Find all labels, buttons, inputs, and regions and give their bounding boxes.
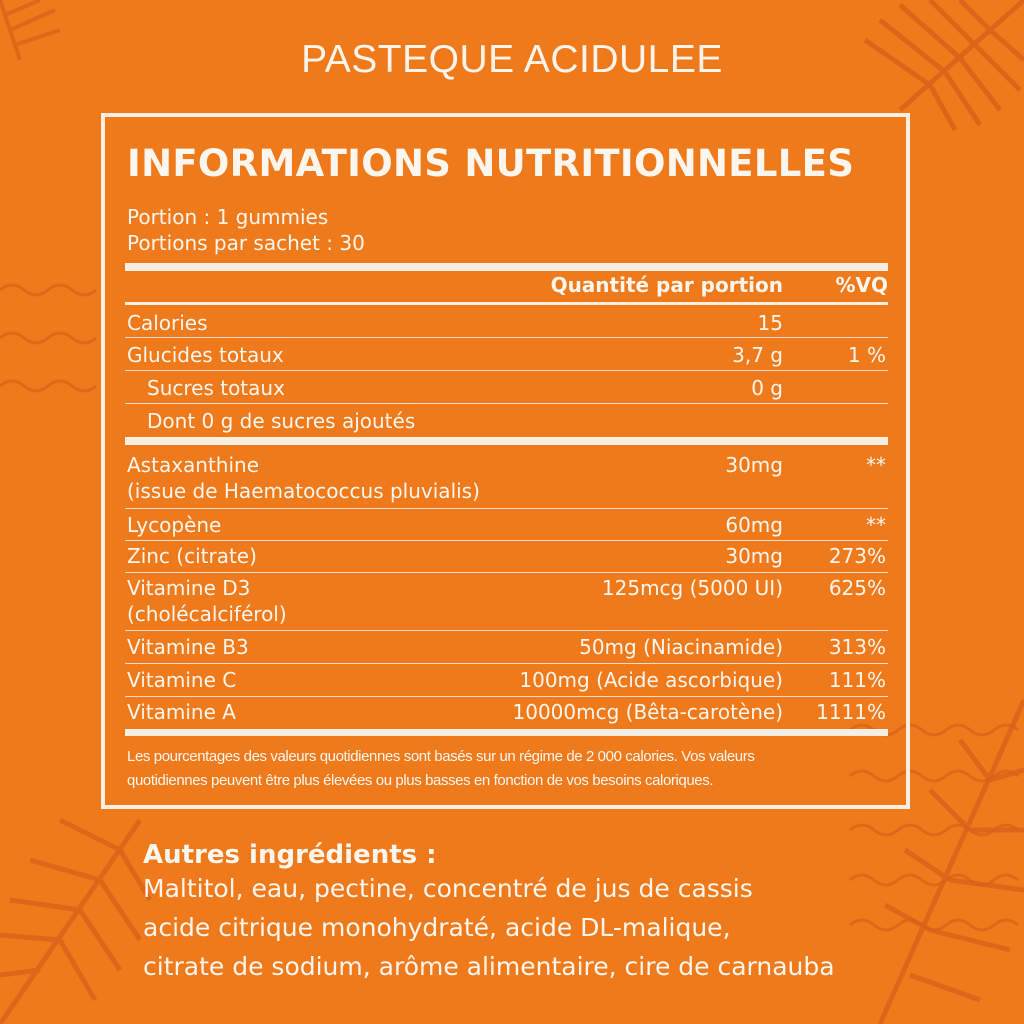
ingredients-title: Autres ingrédients : (143, 840, 437, 870)
product-name: PASTEQUE ACIDULEE (301, 38, 723, 81)
nutrient-dv: 1111% (816, 700, 886, 724)
nutrient-amount: 0 g (751, 376, 783, 400)
nutrient-row-vitamin-c (125, 664, 888, 697)
nutrient-row-lycopene (125, 509, 888, 541)
nutrient-name: Vitamine A (127, 700, 236, 724)
ingredients-line: acide citrique monohydraté, acide DL-malique, (143, 913, 731, 942)
nutrition-facts-panel (101, 113, 910, 809)
nutrient-name: Glucides totaux (127, 343, 284, 367)
nutrient-name: Lycopène (127, 513, 222, 537)
panel-title: INFORMATIONS NUTRITIONNELLES (127, 142, 855, 185)
nutrient-name: Sucres totaux (147, 376, 285, 400)
nutrient-name: Vitamine C (127, 668, 237, 692)
nutrient-dv: 625% (828, 576, 886, 600)
nutrient-row-zinc (125, 541, 888, 573)
nutrient-amount: 3,7 g (732, 343, 783, 367)
nutrient-name: Zinc (citrate) (127, 544, 257, 568)
nutrient-dv: 313% (828, 635, 886, 659)
footnote-line: Les pourcentages des valeurs quotidiennes sont basés sur un régime de 2 000 calories. Vos valeurs (127, 748, 755, 765)
nutrient-amount: 10000mcg (Bêta-carotène) (512, 700, 783, 724)
thick-divider (125, 729, 888, 736)
nutrient-dv: 1 % (847, 343, 886, 367)
nutrient-name: Astaxanthine (127, 453, 260, 477)
header-divider (125, 302, 888, 305)
nutrient-amount: 60mg (725, 513, 783, 537)
nutrient-name: Vitamine B3 (127, 635, 249, 659)
nutrient-dv: 111% (828, 668, 886, 692)
nutrient-name-detail: (issue de Haematococcus pluvialis) (127, 479, 480, 503)
nutrient-row-astaxanthin (125, 447, 888, 509)
nutrient-dv: 273% (828, 544, 886, 568)
palm-leaf-bottom-left-icon (0, 820, 150, 1024)
nutrient-row-sugars (125, 371, 888, 404)
wave-pattern-left-icon (0, 285, 96, 391)
ingredients-line: Maltitol, eau, pectine, concentré de jus de cassis (143, 874, 753, 903)
serving-size: Portion : 1 gummies (127, 205, 329, 229)
nutrient-name: Dont 0 g de sucres ajoutés (147, 409, 416, 433)
nutrient-dv: ** (866, 453, 886, 477)
daily-value-footnote (127, 745, 897, 793)
nutrient-name: Vitamine D3 (127, 576, 251, 600)
thick-divider (125, 437, 888, 445)
footnote-line: quotidiennes peuvent être plus élevées ou plus basses en fonction de vos besoins caloriques. (127, 772, 714, 789)
nutrient-row-vitamin-b3 (125, 631, 888, 664)
nutrient-amount: 50mg (Niacinamide) (579, 635, 783, 659)
nutrient-amount: 30mg (725, 453, 783, 477)
nutrient-row-calories (125, 307, 888, 338)
nutrient-row-vitamin-d3 (125, 573, 888, 631)
nutrient-amount: 15 (757, 311, 783, 335)
nutrient-row-vitamin-a (125, 697, 888, 729)
nutrient-amount: 100mg (Acide ascorbique) (519, 668, 783, 692)
nutrient-row-added-sugars (125, 404, 888, 437)
nutrient-amount: 125mcg (5000 UI) (601, 576, 783, 600)
nutrient-name: Calories (127, 311, 208, 335)
nutrient-amount: 30mg (725, 544, 783, 568)
nutrient-dv: ** (866, 513, 886, 537)
column-header-dv: %VQ (835, 273, 888, 297)
nutrient-name-detail: (cholécalciférol) (127, 602, 287, 626)
thick-divider (125, 263, 888, 271)
column-header-amount: Quantité par portion (550, 273, 783, 297)
ingredients-line: citrate de sodium, arôme alimentaire, cire de carnauba (143, 952, 835, 981)
servings-per-pack: Portions par sachet : 30 (127, 231, 365, 255)
nutrient-row-carbs (125, 338, 888, 371)
